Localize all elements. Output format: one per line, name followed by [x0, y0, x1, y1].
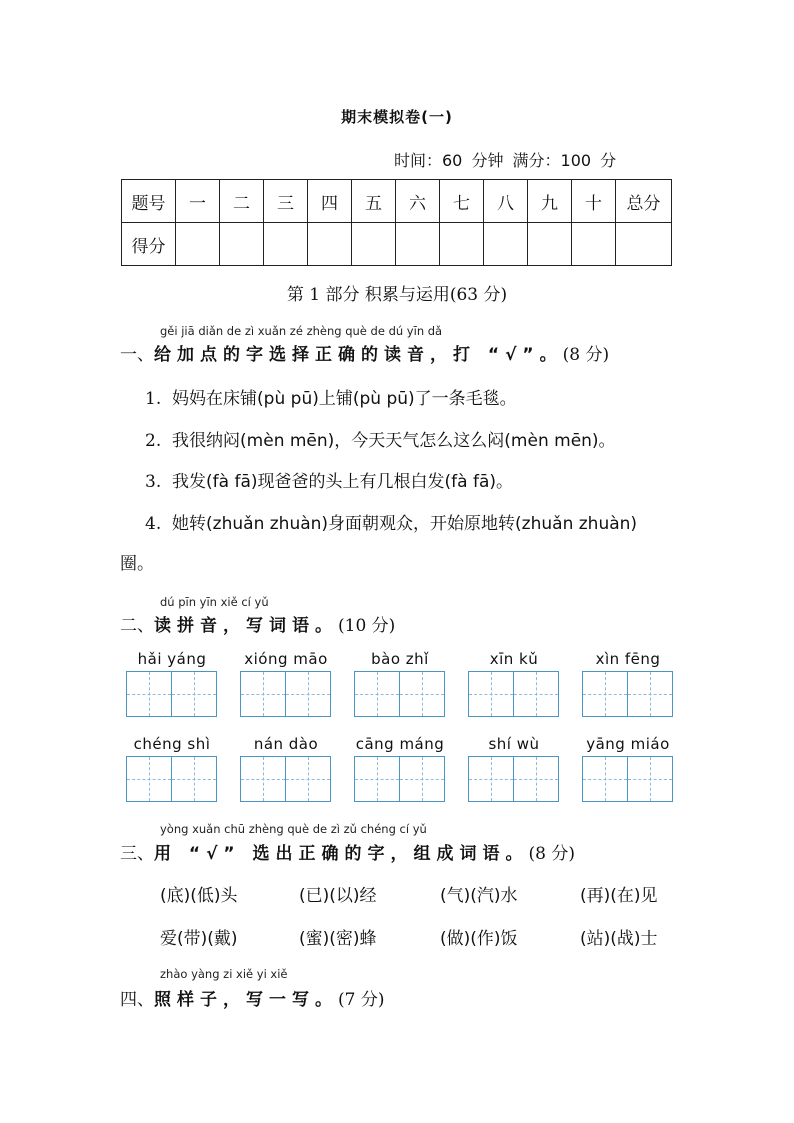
q3-option[interactable]: (气)(汽)水: [440, 886, 518, 906]
writing-box[interactable]: [354, 756, 400, 802]
writing-box[interactable]: [285, 671, 331, 717]
writing-box[interactable]: [468, 756, 514, 802]
col-8: 八: [484, 180, 528, 223]
col-1: 一: [176, 180, 220, 223]
item-text: 妈妈在床铺(pù pū)上铺(pù pū)了一条毛毯。: [172, 389, 517, 409]
score-label: 得分: [122, 223, 176, 266]
score-table-header-row: [122, 180, 672, 223]
writing-box[interactable]: [468, 671, 514, 717]
score-cell[interactable]: [352, 223, 396, 266]
q2-number: 二、: [120, 616, 154, 636]
grid-pinyin: shí wù: [488, 735, 540, 753]
q1-item-4: [145, 509, 637, 534]
score-cell[interactable]: [220, 223, 264, 266]
col-6: 六: [396, 180, 440, 223]
exam-title: 期末模拟卷(一): [341, 108, 453, 126]
q3-number: 三、: [120, 844, 154, 864]
q3-option[interactable]: (做)(作)饭: [440, 929, 518, 949]
writing-box[interactable]: [126, 756, 172, 802]
q1-score: (8 分): [562, 345, 610, 365]
col-9: 九: [528, 180, 572, 223]
item-number: 2.: [145, 431, 162, 451]
writing-box[interactable]: [171, 671, 217, 717]
col-7: 七: [440, 180, 484, 223]
question-number-label: 题号: [122, 180, 176, 223]
item-text: 我发(fà fā)现爸爸的头上有几根白发(fà fā)。: [172, 472, 513, 492]
q1-item-1: [145, 384, 517, 409]
q1-item-3: [145, 467, 513, 492]
score-cell[interactable]: [308, 223, 352, 266]
q4-number: 四、: [120, 990, 154, 1010]
q1-item-2: [145, 426, 616, 451]
q3-option[interactable]: (蜜)(密)蜂: [299, 929, 377, 949]
grid-pinyin: nán dào: [253, 735, 319, 753]
grid-pinyin: chéng shì: [133, 735, 211, 753]
grid-pinyin: xióng māo: [244, 650, 328, 668]
q3-pinyin: yòng xuǎn chū zhèng què de zì zǔ chéng cí yǔ: [160, 822, 427, 836]
score-cell-total[interactable]: [616, 223, 672, 266]
q2-heading: [120, 611, 395, 636]
grid-pinyin: xìn fēng: [595, 650, 661, 668]
score-cell[interactable]: [176, 223, 220, 266]
q3-option[interactable]: (再)(在)见: [580, 886, 658, 906]
q4-score: (7 分): [338, 990, 385, 1010]
q3-option[interactable]: 爱(带)(戴): [160, 929, 238, 949]
q3-option[interactable]: (已)(以)经: [299, 886, 377, 906]
q1-pinyin: gěi jiā diǎn de zì xuǎn zé zhèng què de dú yīn dǎ: [160, 324, 443, 338]
q2-pinyin: dú pīn yīn xiě cí yǔ: [160, 595, 269, 609]
part-title: 第 1 部分 积累与运用(63 分): [286, 285, 508, 305]
grid-pinyin: hǎi yáng: [137, 650, 207, 668]
col-5: 五: [352, 180, 396, 223]
col-3: 三: [264, 180, 308, 223]
score-cell[interactable]: [264, 223, 308, 266]
writing-box[interactable]: [285, 756, 331, 802]
writing-box[interactable]: [582, 756, 628, 802]
grid-pinyin: bào zhǐ: [371, 650, 429, 668]
q4-text: 照样子，写一写。: [154, 990, 338, 1010]
col-2: 二: [220, 180, 264, 223]
col-4: 四: [308, 180, 352, 223]
grid-pinyin: xīn kǔ: [489, 650, 539, 668]
item-text: 我很纳闷(mèn mēn)，今天天气怎么这么闷(mèn mēn)。: [172, 431, 616, 451]
q3-heading: [120, 839, 575, 864]
total-label: 总分: [616, 180, 672, 223]
q1-text: 给加点的字选择正确的读音，打 “√”。: [154, 345, 563, 365]
time-info: 时间：60 分钟 满分：100 分: [394, 151, 617, 170]
writing-box[interactable]: [513, 671, 559, 717]
q3-option[interactable]: (底)(低)头: [160, 886, 238, 906]
writing-box[interactable]: [126, 671, 172, 717]
q1-heading: [120, 340, 609, 365]
col-10: 十: [572, 180, 616, 223]
writing-box[interactable]: [582, 671, 628, 717]
q3-score: (8 分): [528, 844, 576, 864]
score-cell[interactable]: [440, 223, 484, 266]
writing-box[interactable]: [513, 756, 559, 802]
q2-text: 读拼音，写词语。: [154, 616, 338, 636]
q4-heading: [120, 985, 384, 1010]
score-table: [121, 179, 672, 266]
item-number: 1.: [145, 389, 162, 409]
q4-pinyin: zhào yàng zi xiě yi xiě: [160, 967, 288, 981]
q2-score: (10 分): [338, 616, 396, 636]
writing-box[interactable]: [399, 756, 445, 802]
writing-box[interactable]: [627, 671, 673, 717]
writing-box[interactable]: [354, 671, 400, 717]
grid-pinyin: cāng máng: [355, 735, 445, 753]
q1-number: 一、: [120, 345, 154, 365]
grid-pinyin: yāng miáo: [586, 735, 670, 753]
writing-box[interactable]: [171, 756, 217, 802]
score-table-score-row: [122, 223, 672, 266]
q3-option[interactable]: (站)(战)士: [580, 929, 658, 949]
score-cell[interactable]: [528, 223, 572, 266]
item-number: 4.: [145, 514, 162, 534]
score-cell[interactable]: [572, 223, 616, 266]
score-cell[interactable]: [396, 223, 440, 266]
item-number: 3.: [145, 472, 162, 492]
q1-item-4-cont: 圈。: [120, 554, 154, 574]
item-text: 她转(zhuǎn zhuàn)身面朝观众，开始原地转(zhuǎn zhuàn): [172, 514, 638, 534]
writing-box[interactable]: [240, 756, 286, 802]
writing-box[interactable]: [240, 671, 286, 717]
q3-text: 用 “√” 选出正确的字，组成词语。: [154, 844, 529, 864]
writing-box[interactable]: [627, 756, 673, 802]
score-cell[interactable]: [484, 223, 528, 266]
writing-box[interactable]: [399, 671, 445, 717]
